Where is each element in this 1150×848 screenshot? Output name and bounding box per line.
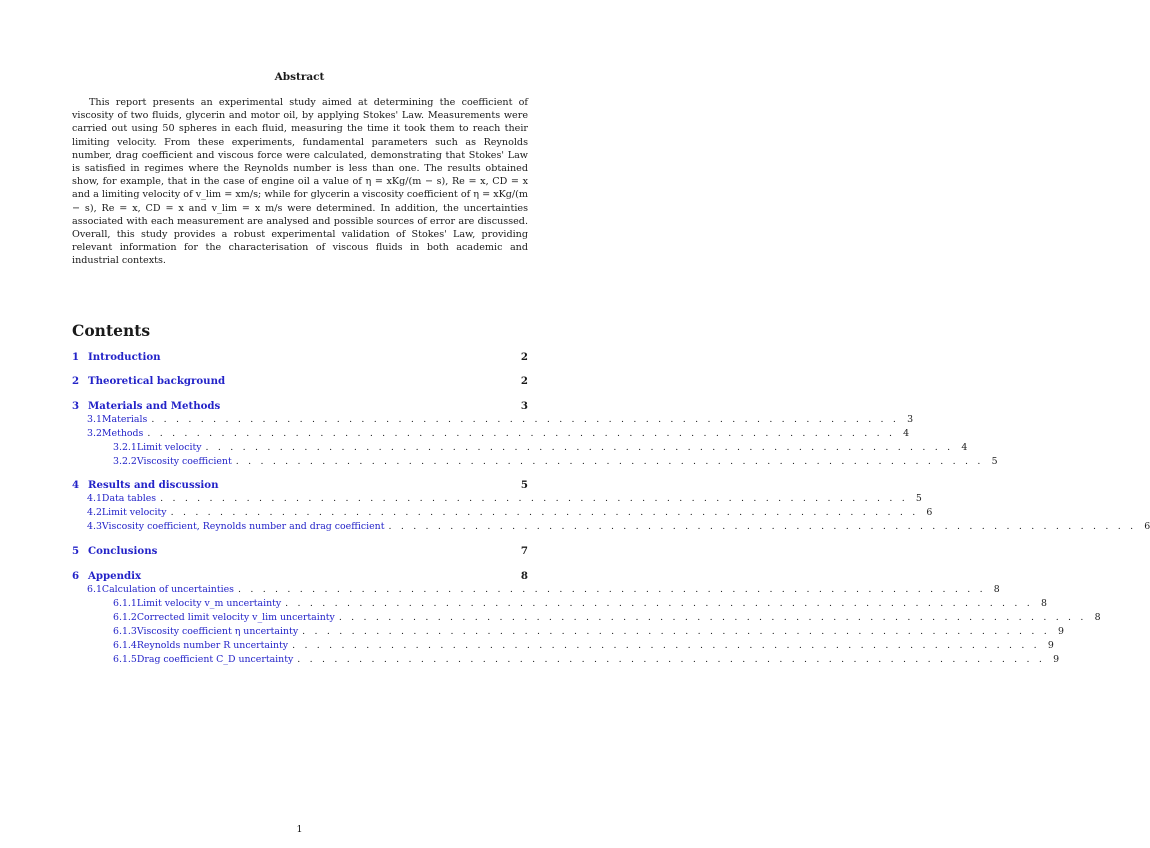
toc-leader: . . . . . . . . . . . . . . . . . . . . . . . . . . . . . . . . . . . . . . . . . . . . . . . . . . . . . . . . . . . . . bbox=[147, 428, 896, 439]
toc-entry-calculation-of-uncertainties[interactable] bbox=[87, 584, 1000, 595]
toc-number: 6.1.4 bbox=[113, 640, 137, 651]
toc-page: 7 bbox=[520, 545, 528, 557]
toc-leader: . . . . . . . . . . . . . . . . . . . . . . . . . . . . . . . . . . . . . . . . . . . . . . . . . . . . . . . . . . . . . bbox=[297, 654, 1046, 665]
toc-page: 9 bbox=[1057, 626, 1064, 637]
toc-number: 4 bbox=[72, 479, 80, 491]
abstract-title: Abstract bbox=[274, 71, 325, 83]
toc-number: 3.1 bbox=[87, 414, 102, 425]
page-number: 1 bbox=[296, 824, 303, 835]
toc-entry-materials-and-methods[interactable] bbox=[72, 400, 528, 412]
toc-number: 6.1.5 bbox=[113, 654, 137, 665]
toc-entry-limit-velocity-uncertainty[interactable] bbox=[113, 598, 1047, 609]
toc-number: 6 bbox=[72, 570, 80, 582]
toc-page: 5 bbox=[915, 493, 922, 504]
toc-number: 3.2.1 bbox=[113, 442, 137, 453]
toc-leader: . . . . . . . . . . . . . . . . . . . . . . . . . . . . . . . . . . . . . . . . . . . . . . . . . . . . . . . . . . . . . bbox=[160, 493, 908, 504]
toc-number: 6.1.2 bbox=[113, 612, 137, 623]
toc-number: 3 bbox=[72, 400, 80, 412]
toc-page: 6 bbox=[926, 507, 933, 518]
toc-entry-appendix[interactable] bbox=[72, 570, 528, 582]
toc-number: 3.2 bbox=[87, 428, 102, 439]
toc-label[interactable]: Theoretical background bbox=[88, 375, 226, 387]
toc-label[interactable]: Drag coefficient C_D uncertainty bbox=[136, 654, 294, 665]
toc-entry-drag-coefficient-uncertainty[interactable] bbox=[113, 654, 1060, 665]
toc-label[interactable]: Results and discussion bbox=[88, 479, 219, 491]
toc-page: 3 bbox=[520, 400, 528, 412]
toc-page: 9 bbox=[1047, 640, 1054, 651]
abstract-text: This report presents an experimental study aimed at determining the coefficient of viscosity of two fluids, glycerin and motor oil, by applying Stokes' Law. Measurements were carried out using 50 spheres in each fluid, measuring the time it took them to reach their limiting velocity. From these experiments, fundamental parameters such as Reynolds number, drag coefficient and viscous force were calculated, demonstrating that Stokes' Law is satisfied in regimes where the Reynolds number is less than one. The results obtained show, for example, that in the case of engine oil a value of η = xKg/(m − s), Re = x, CD = x and a limiting velocity of v_lim = xm/s; while for glycerin a viscosity coefficient of η = xKg/(m − s), Re = x, CD = x and v_lim = x m/s were determined. In addition, the uncertainties associated with each measurement are analysed and possible sources of error are discussed. Overall, this study provides a robust experimental validation of Stokes' Law, providing relevant information for the characterisation of viscous fluids in both academic and industrial contexts. bbox=[72, 97, 528, 267]
toc-label[interactable]: Materials and Methods bbox=[88, 400, 221, 412]
toc-label[interactable]: Viscosity coefficient bbox=[136, 456, 232, 467]
toc-page: 3 bbox=[907, 414, 914, 425]
contents-title: Contents bbox=[72, 321, 151, 340]
toc-label[interactable]: Materials bbox=[101, 414, 148, 425]
toc-label[interactable]: Calculation of uncertainties bbox=[101, 584, 234, 595]
toc-leader: . . . . . . . . . . . . . . . . . . . . . . . . . . . . . . . . . . . . . . . . . . . . . . . . . . . . . . . . . . . . . bbox=[235, 456, 984, 467]
toc-number: 4.2 bbox=[87, 507, 102, 518]
toc-label[interactable]: Limit velocity bbox=[136, 442, 202, 453]
toc-number: 4.3 bbox=[87, 521, 102, 532]
toc-page: 5 bbox=[991, 456, 998, 467]
toc-leader: . . . . . . . . . . . . . . . . . . . . . . . . . . . . . . . . . . . . . . . . . . . . . . . . . . . . . . . . . . . . . bbox=[285, 598, 1033, 609]
toc-entry-theoretical-background[interactable] bbox=[72, 375, 528, 387]
toc-number: 6.1.3 bbox=[113, 626, 137, 637]
toc-number: 5 bbox=[72, 545, 80, 557]
toc-entry-materials[interactable] bbox=[87, 414, 914, 425]
toc-entry-reynolds-number-uncertainty[interactable] bbox=[113, 640, 1054, 651]
toc-entry-viscosity-coefficient-method[interactable] bbox=[113, 456, 998, 467]
toc-entry-corrected-limit-velocity-uncertainty[interactable] bbox=[113, 612, 1101, 623]
toc-label[interactable]: Data tables bbox=[101, 493, 157, 504]
toc-leader: . . . . . . . . . . . . . . . . . . . . . . . . . . . . . . . . . . . . . . . . . . . . . . . . . . . . . . . . . . . . . bbox=[302, 626, 1050, 637]
toc-number: 4.1 bbox=[87, 493, 102, 504]
toc-entry-viscosity-reynolds-drag[interactable] bbox=[87, 521, 1150, 532]
toc-number: 6.1.1 bbox=[113, 598, 137, 609]
toc-entry-limit-velocity-method[interactable] bbox=[113, 442, 968, 453]
toc-leader: . . . . . . . . . . . . . . . . . . . . . . . . . . . . . . . . . . . . . . . . . . . . . . . . . . . . . . . . . . . . . bbox=[151, 414, 900, 425]
toc-leader: . . . . . . . . . . . . . . . . . . . . . . . . . . . . . . . . . . . . . . . . . . . . . . . . . . . . . . . . . . . . . bbox=[388, 521, 1137, 532]
toc-entry-data-tables[interactable] bbox=[87, 493, 922, 504]
toc-leader: . . . . . . . . . . . . . . . . . . . . . . . . . . . . . . . . . . . . . . . . . . . . . . . . . . . . . . . . . . . . . bbox=[292, 640, 1040, 651]
toc-page: 8 bbox=[1094, 612, 1101, 623]
toc-page: 8 bbox=[520, 570, 528, 582]
toc-number: 1 bbox=[72, 351, 80, 363]
toc-page: 4 bbox=[903, 428, 910, 439]
toc-page: 2 bbox=[520, 351, 528, 363]
toc-entry-results-and-discussion[interactable] bbox=[72, 479, 528, 491]
toc-label[interactable]: Reynolds number R uncertainty bbox=[136, 640, 289, 651]
toc-leader: . . . . . . . . . . . . . . . . . . . . . . . . . . . . . . . . . . . . . . . . . . . . . . . . . . . . . . . . . . . . . bbox=[237, 584, 986, 595]
toc-page: 8 bbox=[993, 584, 1000, 595]
toc-entry-limit-velocity-results[interactable] bbox=[87, 507, 933, 518]
toc-page: 9 bbox=[1053, 654, 1060, 665]
toc-leader: . . . . . . . . . . . . . . . . . . . . . . . . . . . . . . . . . . . . . . . . . . . . . . . . . . . . . . . . . . . . . bbox=[205, 442, 954, 453]
toc-entry-introduction[interactable] bbox=[72, 351, 528, 363]
toc-label[interactable]: Viscosity coefficient, Reynolds number and drag coefficient bbox=[101, 521, 385, 532]
toc-number: 6.1 bbox=[87, 584, 102, 595]
toc-leader: . . . . . . . . . . . . . . . . . . . . . . . . . . . . . . . . . . . . . . . . . . . . . . . . . . . . . . . . . . . . . bbox=[170, 507, 919, 518]
toc-label[interactable]: Introduction bbox=[88, 351, 161, 363]
toc-label[interactable]: Corrected limit velocity v_lim uncertainty bbox=[136, 612, 335, 623]
toc-entry-conclusions[interactable] bbox=[72, 545, 528, 557]
toc-page: 2 bbox=[520, 375, 528, 387]
toc-page: 8 bbox=[1041, 598, 1047, 609]
toc-entry-methods[interactable] bbox=[87, 428, 910, 439]
toc-label[interactable]: Limit velocity v_m uncertainty bbox=[136, 598, 282, 609]
toc-label[interactable]: Viscosity coefficient η uncertainty bbox=[136, 626, 299, 637]
toc-page: 6 bbox=[1144, 521, 1150, 532]
toc-leader: . . . . . . . . . . . . . . . . . . . . . . . . . . . . . . . . . . . . . . . . . . . . . . . . . . . . . . . . . . . . . bbox=[338, 612, 1087, 623]
toc-page: 4 bbox=[961, 442, 968, 453]
toc-entry-viscosity-coefficient-uncertainty[interactable] bbox=[113, 626, 1064, 637]
toc-number: 3.2.2 bbox=[113, 456, 137, 467]
toc-label[interactable]: Limit velocity bbox=[101, 507, 167, 518]
toc-label[interactable]: Conclusions bbox=[88, 545, 158, 557]
toc-label[interactable]: Appendix bbox=[88, 570, 142, 582]
toc-label[interactable]: Methods bbox=[101, 428, 144, 439]
toc-number: 2 bbox=[72, 375, 80, 387]
toc-page: 5 bbox=[520, 479, 528, 491]
